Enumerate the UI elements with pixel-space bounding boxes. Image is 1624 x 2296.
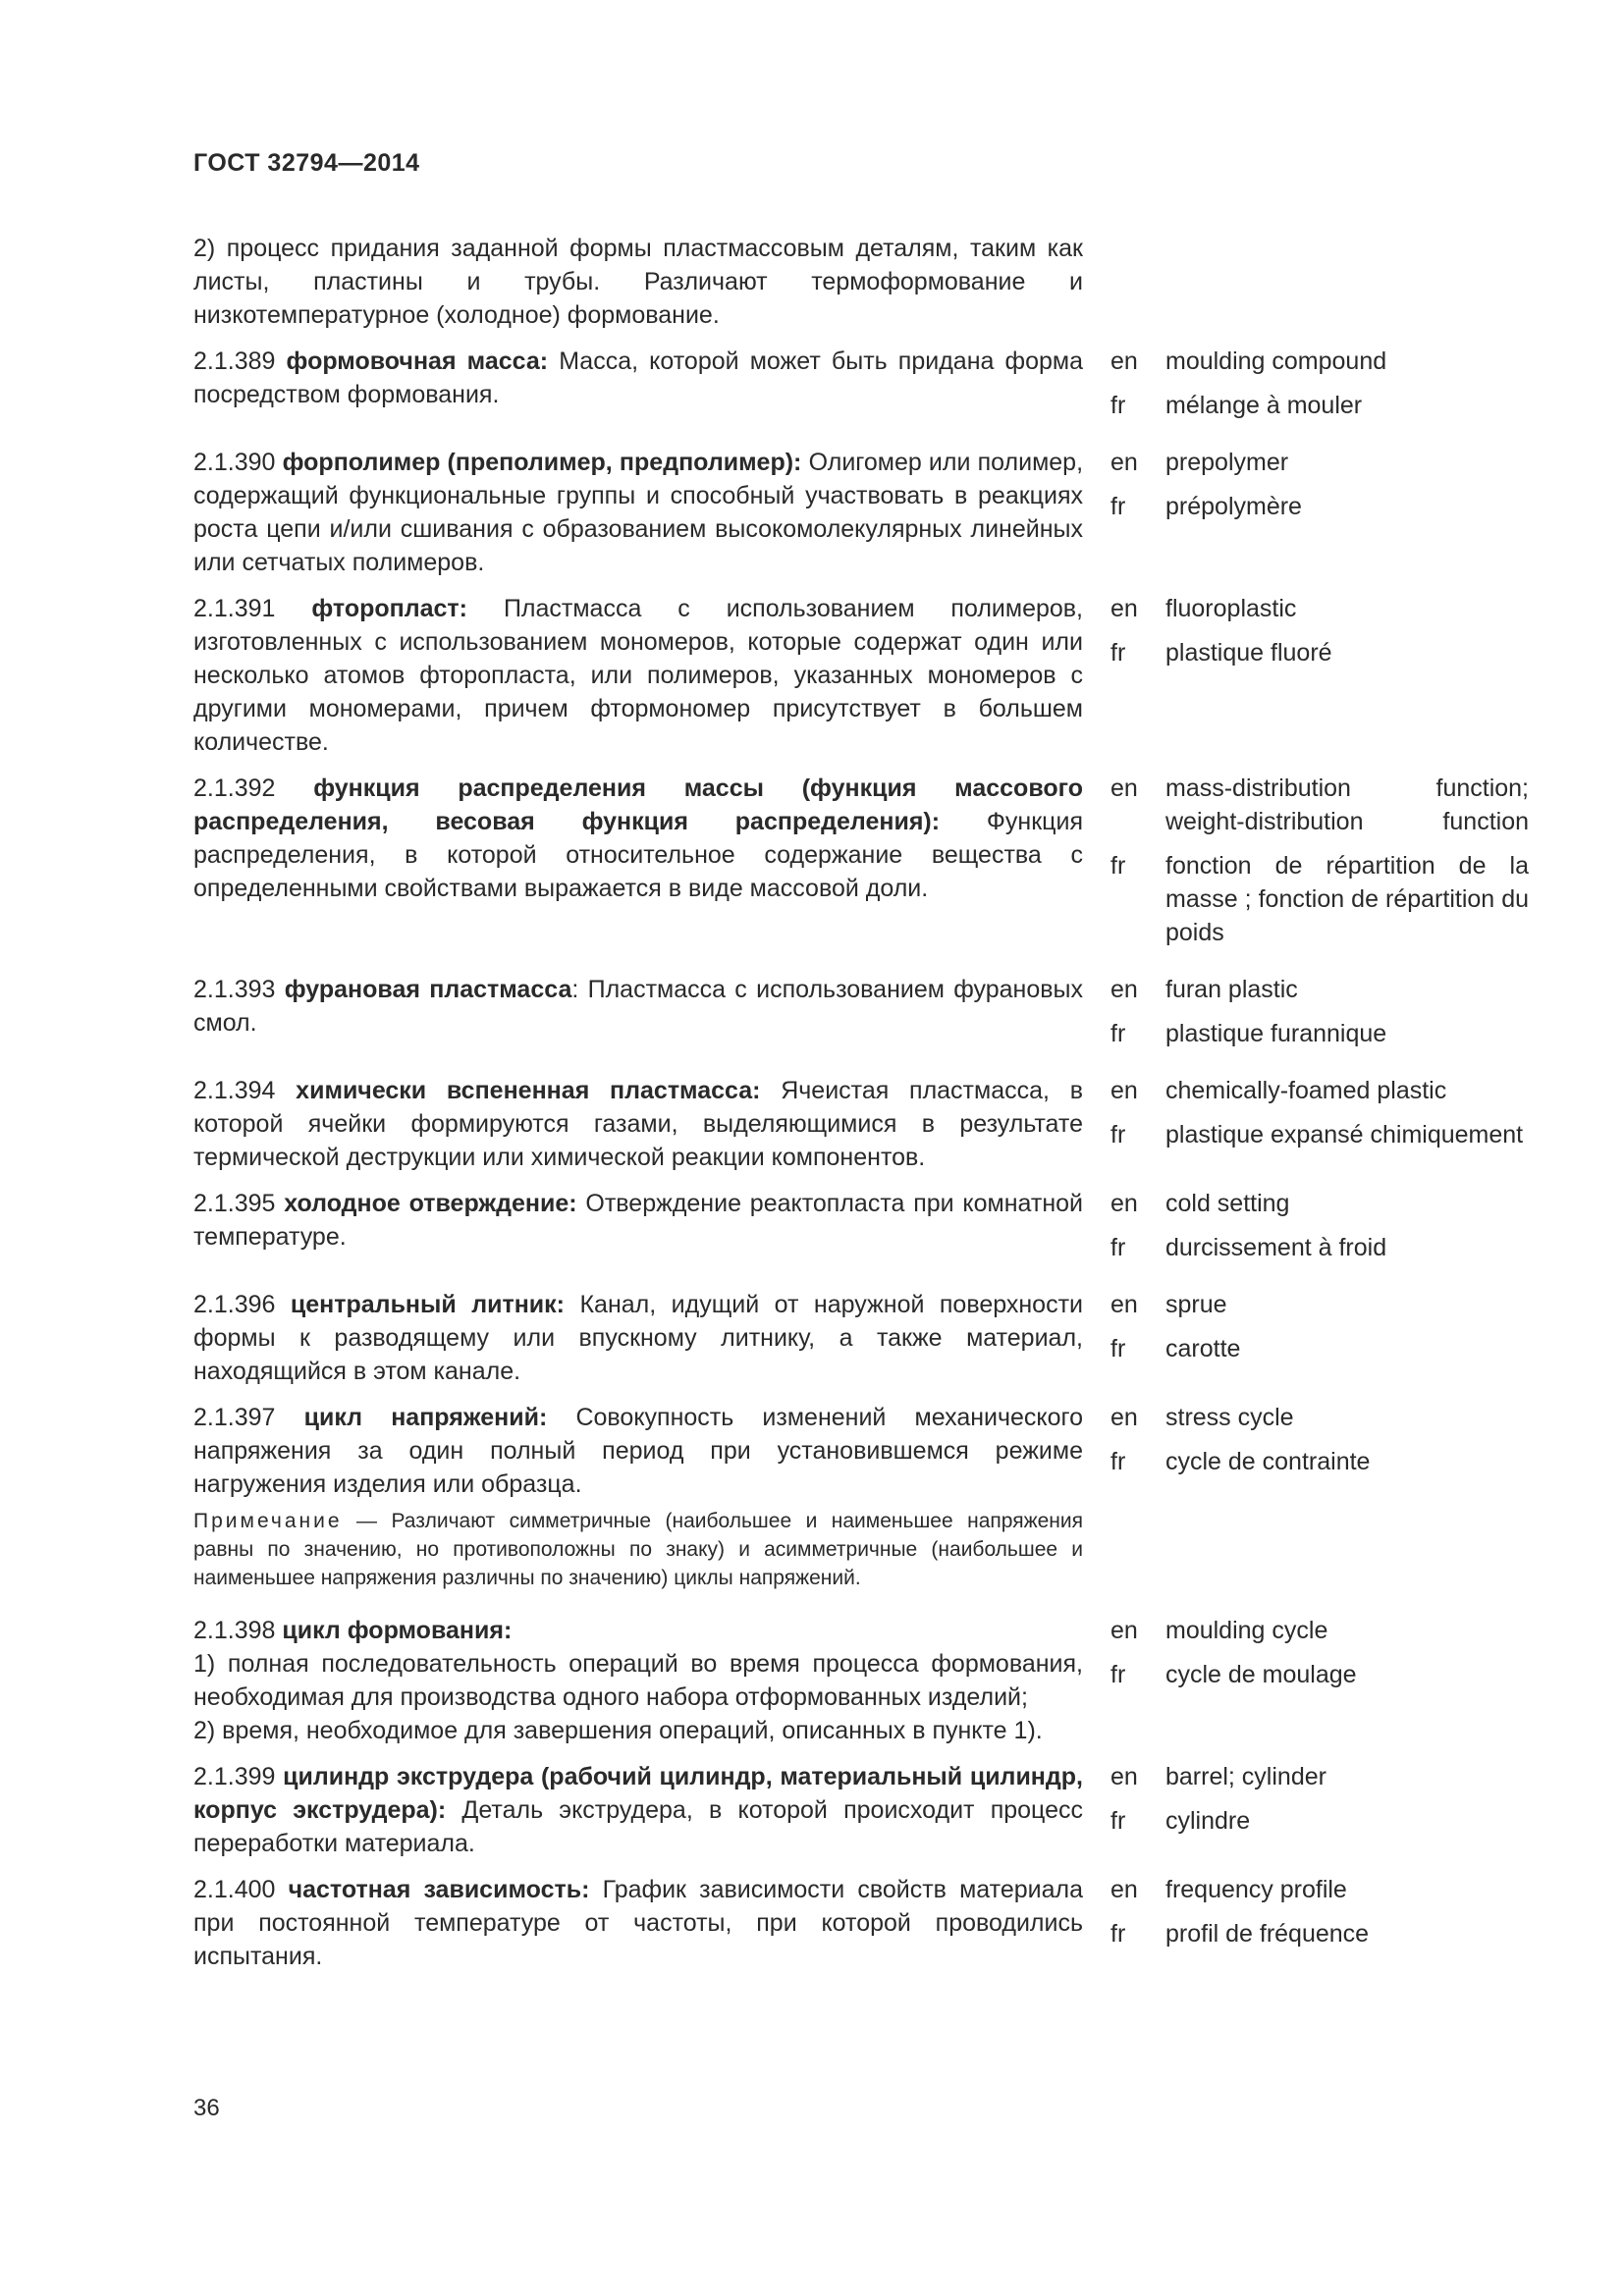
entry-2-1-394 — [193, 1074, 1529, 1174]
entry-2-1-397 — [193, 1401, 1529, 1501]
term-number: 2.1.390 — [193, 449, 276, 476]
translation-en — [1110, 592, 1529, 625]
term-fr: carotte — [1165, 1335, 1241, 1362]
term-en: moulding cycle — [1165, 1617, 1328, 1644]
lang-code: en — [1110, 774, 1138, 802]
definition — [193, 1401, 1083, 1501]
definition — [193, 1187, 1083, 1275]
translation-en — [1110, 772, 1529, 838]
translation-fr — [1110, 1445, 1529, 1478]
translations — [1110, 1074, 1529, 1174]
term-en: prepolymer — [1165, 449, 1289, 476]
term-name: цилиндр экструдера (рабочий цилиндр, материальный цилиндр, корпус экструдера): — [193, 1763, 1083, 1824]
translations — [1110, 446, 1529, 579]
translation-fr — [1110, 1332, 1529, 1365]
entry-2-1-399 — [193, 1760, 1529, 1860]
lang-code: fr — [1110, 1661, 1126, 1688]
translation-en — [1110, 446, 1529, 479]
lang-code: fr — [1110, 1335, 1126, 1362]
translations — [1110, 1760, 1529, 1860]
lang-code: fr — [1110, 639, 1126, 667]
entry-2-1-390 — [193, 446, 1529, 579]
translation-en — [1110, 1401, 1529, 1434]
translation-en — [1110, 1873, 1529, 1906]
translation-en — [1110, 1760, 1529, 1793]
term-fr: durcissement à froid — [1165, 1234, 1387, 1261]
term-number: 2.1.389 — [193, 347, 276, 375]
term-definition: Функция распределения, в которой относительное содержание вещества с определенными свойствами выражается в виде массовой доли. — [193, 808, 1083, 902]
note — [193, 1507, 1083, 1592]
translation-fr — [1110, 389, 1529, 422]
term-number: 2.1.395 — [193, 1190, 276, 1217]
lang-code: fr — [1110, 852, 1126, 880]
term-name: частотная зависимость: — [288, 1876, 590, 1903]
term-en: fluoroplastic — [1165, 595, 1297, 622]
lang-code: fr — [1110, 1807, 1126, 1835]
definition — [193, 1760, 1083, 1860]
term-name: фурановая пластмасса — [284, 976, 572, 1003]
term-number: 2.1.398 — [193, 1617, 276, 1644]
translation-fr — [1110, 1231, 1529, 1264]
translations — [1110, 973, 1529, 1061]
lang-code: en — [1110, 1404, 1138, 1431]
translation-fr — [1110, 1118, 1529, 1151]
term-en: cold setting — [1165, 1190, 1290, 1217]
lang-code: en — [1110, 347, 1138, 375]
definition — [193, 592, 1083, 759]
translations — [1110, 345, 1529, 433]
content — [193, 232, 1529, 1986]
lang-code: en — [1110, 1190, 1138, 1217]
term-name: центральный литник: — [290, 1291, 566, 1318]
translation-en — [1110, 1074, 1529, 1107]
translations — [1110, 772, 1529, 960]
translation-fr — [1110, 636, 1529, 669]
translation-fr — [1110, 1917, 1529, 1950]
term-name: функция распределения массы (функция массового распределения, весовая функция распределения): — [193, 774, 1083, 835]
entry-2-1-395 — [193, 1187, 1529, 1275]
term-definition: График зависимости свойств материала при постоянной температуре от частоты, при которой проводились испытания. — [193, 1876, 1083, 1970]
term-fr: cylindre — [1165, 1807, 1251, 1835]
translations — [1110, 1401, 1529, 1501]
term-number: 2.1.399 — [193, 1763, 276, 1790]
term-definition: Ячеистая пластмасса, в которой ячейки формируются газами, выделяющимися в результате термической деструкции или химической реакции компонентов. — [193, 1077, 1083, 1171]
entry-2-1-391 — [193, 592, 1529, 759]
term-number: 2.1.400 — [193, 1876, 276, 1903]
term-name: формовочная масса: — [286, 347, 549, 375]
entry-2-1-396 — [193, 1288, 1529, 1388]
term-number: 2.1.392 — [193, 774, 276, 802]
intro-row — [193, 232, 1529, 332]
lang-code: fr — [1110, 1920, 1126, 1948]
translation-fr — [1110, 849, 1529, 949]
definition — [193, 973, 1083, 1061]
lang-code: en — [1110, 976, 1138, 1003]
term-name: форполимер (преполимер, предполимер): — [282, 449, 802, 476]
term-definition: 1) полная последовательность операций во время процесса формования, необходимая для производства одного набора отформованных изделий; — [193, 1650, 1083, 1711]
term-definition: Совокупность изменений механического напряжения за один полный период при установившемся режиме нагружения изделия или образца. — [193, 1404, 1084, 1498]
term-fr: plastique expansé chimiquement — [1165, 1121, 1524, 1148]
definition — [193, 1288, 1083, 1388]
lang-code: fr — [1110, 493, 1126, 520]
translation-fr — [1110, 1017, 1529, 1050]
definition — [193, 1614, 1083, 1747]
page-number: 36 — [193, 2095, 220, 2121]
term-en: sprue — [1165, 1291, 1227, 1318]
intro-paragraph: 2) процесс придания заданной формы пластмассовым деталям, таким как листы, пластины и трубы. Различают термоформование и низкотемпературное (холодное) формование. — [193, 235, 1083, 329]
lang-code: en — [1110, 1617, 1138, 1644]
definition — [193, 446, 1083, 579]
translation-en — [1110, 1614, 1529, 1647]
term-name: цикл напряжений: — [303, 1404, 548, 1431]
term-en: mass-distribution function; weight-distribution function — [1165, 774, 1529, 835]
term-fr: cycle de contrainte — [1165, 1448, 1371, 1475]
term-fr: profil de fréquence — [1165, 1920, 1370, 1948]
entry-2-1-400 — [193, 1873, 1529, 1973]
term-definition: : Пластмасса с использованием фурановых смол. — [193, 976, 1084, 1037]
lang-code: fr — [1110, 1448, 1126, 1475]
lang-code: fr — [1110, 1020, 1126, 1047]
definition — [193, 1873, 1083, 1973]
lang-code: fr — [1110, 392, 1126, 419]
term-fr: plastique fluoré — [1165, 639, 1332, 667]
lang-code: en — [1110, 1876, 1138, 1903]
term-fr: fonction de répartition de la masse ; fonction de répartition du poids — [1165, 852, 1529, 946]
term-definition: Масса, которой может быть придана форма посредством формования. — [193, 347, 1083, 408]
term-definition: Пластмасса с использованием полимеров, изготовленных с использованием мономеров, которые содержат один или несколько атомов фторопласта, или полимеров, указанных мономеров с другими мономерами, причем фтормономер присутствует в большем количестве. — [193, 595, 1084, 756]
translations — [1110, 1614, 1529, 1747]
lang-code: fr — [1110, 1121, 1126, 1148]
entry-2-1-392 — [193, 772, 1529, 960]
term-en: chemically-foamed plastic — [1165, 1077, 1447, 1104]
note-label: Примечание — [193, 1510, 343, 1532]
term-number: 2.1.396 — [193, 1291, 276, 1318]
term-name: химически вспененная пластмасса: — [296, 1077, 761, 1104]
lang-code: en — [1110, 595, 1138, 622]
lang-code: en — [1110, 1291, 1138, 1318]
translations — [1110, 1187, 1529, 1275]
term-name: холодное отверждение: — [284, 1190, 577, 1217]
term-en: moulding compound — [1165, 347, 1387, 375]
term-fr: plastique furannique — [1165, 1020, 1387, 1047]
lang-code: en — [1110, 1763, 1138, 1790]
term-number: 2.1.397 — [193, 1404, 276, 1431]
lang-code: en — [1110, 1077, 1138, 1104]
term-number: 2.1.393 — [193, 976, 276, 1003]
translation-en — [1110, 973, 1529, 1006]
term-en: barrel; cylinder — [1165, 1763, 1326, 1790]
lang-code: en — [1110, 449, 1138, 476]
translation-fr — [1110, 1804, 1529, 1838]
translations — [1110, 1873, 1529, 1973]
term-definition: Деталь экструдера, в которой происходит процесс переработки материала. — [193, 1796, 1083, 1857]
term-definition-2: 2) время, необходимое для завершения операций, описанных в пункте 1). — [193, 1717, 1043, 1744]
definition — [193, 1074, 1083, 1174]
definition — [193, 772, 1083, 960]
term-name: цикл формования: — [282, 1617, 513, 1644]
translation-en — [1110, 345, 1529, 378]
definition — [193, 345, 1083, 433]
term-definition: Канал, идущий от наружной поверхности формы к разводящему или впускному литнику, а также материал, находящийся в этом канале. — [193, 1291, 1083, 1385]
term-fr: mélange à mouler — [1165, 392, 1363, 419]
translation-fr — [1110, 490, 1529, 523]
term-definition: Отверждение реактопласта при комнатной температуре. — [193, 1190, 1083, 1251]
note-text: — Различают симметричные (наибольшее и наименьшее напряжения равны по значению, но противоположны по знаку) и асимметричные (наибольшее и наименьшее напряжения различны по значению) циклы напряжений. — [193, 1510, 1083, 1589]
translations — [1110, 1288, 1529, 1388]
term-name: фторопласт: — [311, 595, 467, 622]
term-fr: cycle de moulage — [1165, 1661, 1357, 1688]
entry-2-1-393 — [193, 973, 1529, 1061]
entry-2-1-398 — [193, 1614, 1529, 1747]
entry-2-1-389 — [193, 345, 1529, 433]
term-number: 2.1.394 — [193, 1077, 276, 1104]
term-en: furan plastic — [1165, 976, 1298, 1003]
translation-en — [1110, 1187, 1529, 1220]
translations — [1110, 592, 1529, 759]
lang-code: fr — [1110, 1234, 1126, 1261]
document-header: ГОСТ 32794—2014 — [193, 149, 420, 177]
term-fr: prépolymère — [1165, 493, 1302, 520]
term-definition: Олигомер или полимер, содержащий функциональные группы и способный участвовать в реакциях роста цепи и/или сшивания с образованием высокомолекулярных линейных или сетчатых полимеров. — [193, 449, 1084, 576]
term-en: stress cycle — [1165, 1404, 1294, 1431]
term-en: frequency profile — [1165, 1876, 1347, 1903]
translation-fr — [1110, 1658, 1529, 1691]
translation-en — [1110, 1288, 1529, 1321]
term-number: 2.1.391 — [193, 595, 276, 622]
